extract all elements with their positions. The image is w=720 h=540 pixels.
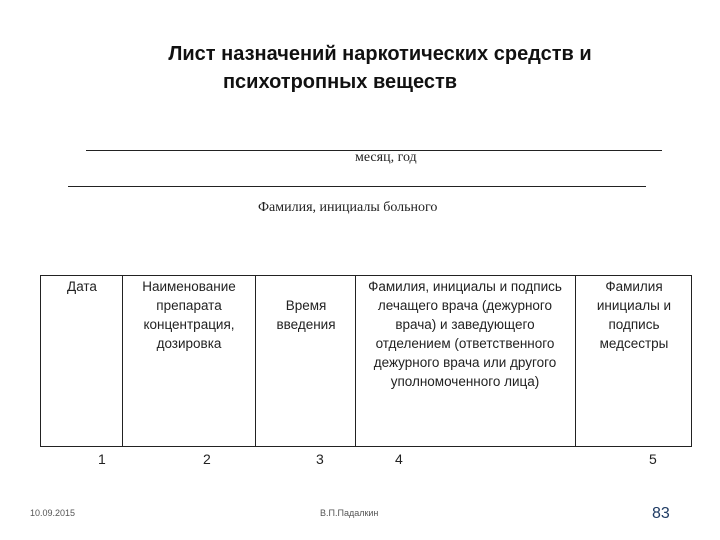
document-title: [0, 40, 720, 96]
header-time: Время введения: [276, 298, 336, 332]
header-drug-name: Наименование препарата концентрация, дозировка: [142, 279, 236, 351]
title-line-2: психотропных веществ: [222, 71, 458, 93]
footer-date: 10.09.2015: [30, 508, 76, 518]
patient-name-label: Фамилия, инициалы больного: [258, 200, 438, 215]
column-number-2: 2: [203, 451, 211, 467]
column-number-3: 3: [316, 451, 324, 467]
footer-author: В.П.Падалкин: [320, 508, 379, 518]
column-number-4: 4: [395, 451, 403, 467]
table-column-divider: [122, 275, 123, 447]
column-number-5: 5: [649, 451, 657, 467]
month-year-label: месяц, год: [355, 150, 417, 165]
page-number: 83: [652, 505, 670, 522]
patient-name-field-line: [68, 186, 646, 187]
column-number-1: 1: [98, 451, 106, 467]
header-date: Дата: [67, 279, 97, 294]
header-nurse-signature: Фамилия инициалы и подпись медсестры: [596, 279, 672, 351]
table-column-divider: [255, 275, 256, 447]
table-column-divider: [575, 275, 576, 447]
title-line-1: Лист назначений наркотических средств и: [168, 43, 592, 65]
header-doctor-signature: Фамилия, инициалы и подпись лечащего врача (дежурного врача) и заведующего отделением (ответственного дежурного врача или другого уполномоченного лица): [368, 279, 562, 389]
table-column-divider: [355, 275, 356, 447]
